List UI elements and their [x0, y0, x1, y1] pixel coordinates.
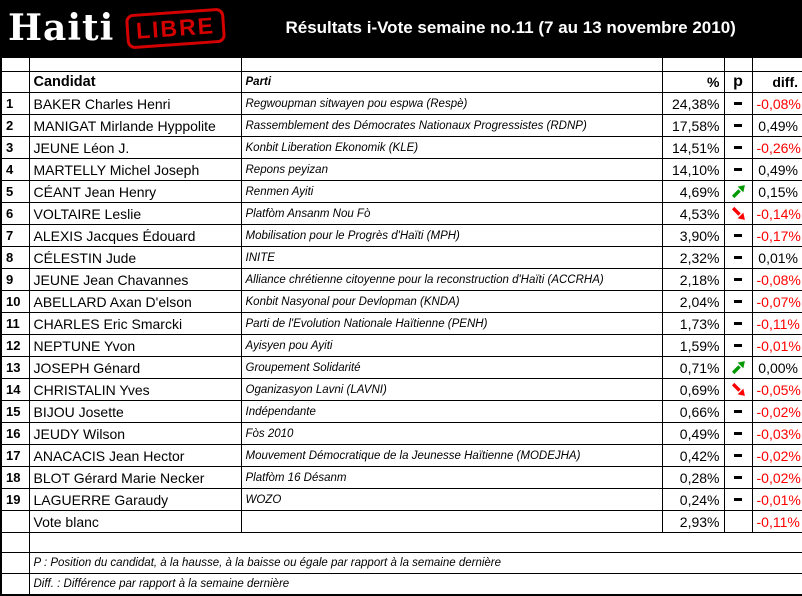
trend-equal-icon	[734, 124, 742, 127]
percent-cell: 17,58%	[662, 115, 724, 137]
trend-cell	[724, 489, 752, 511]
page-title: Résultats i-Vote semaine no.11 (7 au 13 novembre 2010)	[285, 18, 736, 37]
trend-cell	[724, 379, 752, 401]
header-candidat: Candidat	[29, 72, 241, 93]
percent-cell: 0,42%	[662, 445, 724, 467]
candidate-cell: BLOT Gérard Marie Necker	[29, 467, 241, 489]
table-row	[1, 379, 802, 401]
percent-cell: 0,24%	[662, 489, 724, 511]
percent-cell: 1,59%	[662, 335, 724, 357]
trend-cell	[724, 467, 752, 489]
trend-cell	[724, 445, 752, 467]
candidate-cell: ALEXIS Jacques Édouard	[29, 225, 241, 247]
percent-cell: 14,51%	[662, 137, 724, 159]
trend-cell	[724, 401, 752, 423]
trend-cell	[724, 511, 752, 533]
diff-cell: 0,15%	[752, 181, 802, 203]
table-row	[1, 313, 802, 335]
trend-equal-icon	[734, 300, 742, 303]
results-table	[0, 56, 802, 596]
trend-equal-icon	[734, 146, 742, 149]
header-bar	[0, 0, 802, 56]
candidate-cell: Vote blanc	[29, 511, 241, 533]
trend-down-icon	[731, 382, 746, 397]
trend-equal-icon	[734, 432, 742, 435]
spacer-cell	[1, 533, 29, 553]
percent-cell: 14,10%	[662, 159, 724, 181]
party-cell: WOZO	[241, 489, 662, 511]
trend-cell	[724, 335, 752, 357]
trend-equal-icon	[734, 498, 742, 501]
trend-up-icon	[731, 184, 746, 199]
party-cell: Repons peyizan	[241, 159, 662, 181]
logo-libre-stamp: LIBRE	[125, 7, 226, 49]
candidate-cell: CÉANT Jean Henry	[29, 181, 241, 203]
party-cell: Ayisyen pou Ayiti	[241, 335, 662, 357]
party-cell: Konbit Nasyonal pour Devlopman (KNDA)	[241, 291, 662, 313]
diff-cell: -0,05%	[752, 379, 802, 401]
trend-cell	[724, 115, 752, 137]
spacer-cell	[241, 57, 662, 72]
table-row	[1, 467, 802, 489]
trend-cell	[724, 181, 752, 203]
spacer-row-bottom	[1, 533, 802, 553]
party-cell: Oganizasyon Lavni (LAVNI)	[241, 379, 662, 401]
party-cell: Rassemblement des Démocrates Nationaux Progressistes (RDNP)	[241, 115, 662, 137]
rank-cell: 4	[1, 159, 29, 181]
party-cell: Platfòm Ansanm Nou Fò	[241, 203, 662, 225]
rank-cell: 16	[1, 423, 29, 445]
trend-equal-icon	[734, 454, 742, 457]
candidate-cell: CÉLESTIN Jude	[29, 247, 241, 269]
trend-down-icon	[731, 206, 746, 221]
diff-cell: -0,08%	[752, 269, 802, 291]
trend-cell	[724, 269, 752, 291]
candidate-cell: LAGUERRE Garaudy	[29, 489, 241, 511]
rank-cell: 12	[1, 335, 29, 357]
trend-equal-icon	[734, 410, 742, 413]
party-cell: Konbit Liberation Ekonomik (KLE)	[241, 137, 662, 159]
diff-cell: -0,11%	[752, 313, 802, 335]
trend-cell	[724, 291, 752, 313]
rank-cell: 7	[1, 225, 29, 247]
footnote-row	[1, 553, 802, 574]
footnote-spacer	[1, 574, 29, 596]
table-row	[1, 115, 802, 137]
logo-haiti-text: Haiti	[8, 7, 115, 49]
party-cell: Fòs 2010	[241, 423, 662, 445]
table-row	[1, 203, 802, 225]
percent-cell: 2,93%	[662, 511, 724, 533]
header-parti: Parti	[241, 72, 662, 93]
party-cell: Alliance chrétienne citoyenne pour la reconstruction d'Haïti (ACCRHA)	[241, 269, 662, 291]
diff-cell: -0,11%	[752, 511, 802, 533]
results-body	[1, 93, 802, 533]
table-row	[1, 401, 802, 423]
rank-cell	[1, 511, 29, 533]
table-row	[1, 357, 802, 379]
candidate-cell: ABELLARD Axan D'elson	[29, 291, 241, 313]
percent-cell: 0,49%	[662, 423, 724, 445]
rank-cell: 3	[1, 137, 29, 159]
diff-cell: -0,03%	[752, 423, 802, 445]
candidate-cell: JOSEPH Génard	[29, 357, 241, 379]
footnote-spacer	[1, 553, 29, 574]
trend-cell	[724, 423, 752, 445]
rank-cell: 13	[1, 357, 29, 379]
diff-cell: -0,14%	[752, 203, 802, 225]
trend-cell	[724, 203, 752, 225]
trend-cell	[724, 159, 752, 181]
header-diff: diff.	[752, 72, 802, 93]
percent-cell: 24,38%	[662, 93, 724, 115]
trend-equal-icon	[734, 344, 742, 347]
candidate-cell: JEUNE Jean Chavannes	[29, 269, 241, 291]
diff-cell: 0,00%	[752, 357, 802, 379]
table-row	[1, 181, 802, 203]
table-row	[1, 269, 802, 291]
diff-cell: -0,01%	[752, 335, 802, 357]
rank-cell: 9	[1, 269, 29, 291]
table-row	[1, 423, 802, 445]
diff-cell: -0,01%	[752, 489, 802, 511]
percent-cell: 0,71%	[662, 357, 724, 379]
trend-equal-icon	[734, 168, 742, 171]
table-row	[1, 335, 802, 357]
percent-cell: 0,28%	[662, 467, 724, 489]
candidate-cell: MANIGAT Mirlande Hyppolite	[29, 115, 241, 137]
spacer-cell	[29, 533, 802, 553]
diff-cell: -0,07%	[752, 291, 802, 313]
rank-cell: 5	[1, 181, 29, 203]
table-row	[1, 247, 802, 269]
rank-cell: 1	[1, 93, 29, 115]
candidate-cell: ANACACIS Jean Hector	[29, 445, 241, 467]
footnote-diff: Diff. : Différence par rapport à la semaine dernière	[29, 574, 802, 596]
party-cell: Parti de l'Evolution Nationale Haïtienne (PENH)	[241, 313, 662, 335]
diff-cell: 0,49%	[752, 159, 802, 181]
rank-cell: 14	[1, 379, 29, 401]
trend-cell	[724, 93, 752, 115]
candidate-cell: MARTELLY Michel Joseph	[29, 159, 241, 181]
candidate-cell: BAKER Charles Henri	[29, 93, 241, 115]
diff-cell: -0,02%	[752, 467, 802, 489]
diff-cell: -0,02%	[752, 445, 802, 467]
percent-cell: 4,53%	[662, 203, 724, 225]
spacer-cell	[752, 57, 802, 72]
footnote-position: P : Position du candidat, à la hausse, à la baisse ou égale par rapport à la semaine dernière	[29, 553, 802, 574]
candidate-cell: JEUDY Wilson	[29, 423, 241, 445]
party-cell: INITE	[241, 247, 662, 269]
table-header-row	[1, 72, 802, 93]
rank-cell: 8	[1, 247, 29, 269]
haitilibre-logo	[8, 7, 225, 49]
rank-cell: 11	[1, 313, 29, 335]
diff-cell: -0,17%	[752, 225, 802, 247]
rank-cell: 2	[1, 115, 29, 137]
percent-cell: 0,69%	[662, 379, 724, 401]
trend-equal-icon	[734, 256, 742, 259]
trend-equal-icon	[734, 322, 742, 325]
table-row	[1, 159, 802, 181]
trend-up-icon	[731, 360, 746, 375]
percent-cell: 4,69%	[662, 181, 724, 203]
percent-cell: 2,32%	[662, 247, 724, 269]
table-row	[1, 137, 802, 159]
diff-cell: -0,02%	[752, 401, 802, 423]
table-row	[1, 489, 802, 511]
party-cell: Mouvement Démocratique de la Jeunesse Haïtienne (MODEJHA)	[241, 445, 662, 467]
party-cell: Mobilisation pour le Progrès d'Haïti (MPH)	[241, 225, 662, 247]
rank-cell: 10	[1, 291, 29, 313]
candidate-cell: CHARLES Eric Smarcki	[29, 313, 241, 335]
party-cell: Indépendante	[241, 401, 662, 423]
trend-cell	[724, 137, 752, 159]
table-row	[1, 445, 802, 467]
trend-cell	[724, 313, 752, 335]
spacer-cell	[724, 57, 752, 72]
header-rank	[1, 72, 29, 93]
party-cell: Platfòm 16 Désanm	[241, 467, 662, 489]
party-cell: Groupement Solidarité	[241, 357, 662, 379]
trend-cell	[724, 247, 752, 269]
spacer-row-top	[1, 57, 802, 72]
spacer-cell	[29, 57, 241, 72]
trend-equal-icon	[734, 234, 742, 237]
party-cell	[241, 511, 662, 533]
rank-cell: 18	[1, 467, 29, 489]
percent-cell: 2,18%	[662, 269, 724, 291]
candidate-cell: NEPTUNE Yvon	[29, 335, 241, 357]
percent-cell: 3,90%	[662, 225, 724, 247]
rank-cell: 19	[1, 489, 29, 511]
table-row	[1, 93, 802, 115]
trend-cell	[724, 357, 752, 379]
diff-cell: -0,26%	[752, 137, 802, 159]
diff-cell: 0,49%	[752, 115, 802, 137]
trend-equal-icon	[734, 102, 742, 105]
candidate-cell: JEUNE Léon J.	[29, 137, 241, 159]
percent-cell: 0,66%	[662, 401, 724, 423]
diff-cell: 0,01%	[752, 247, 802, 269]
table-row	[1, 511, 802, 533]
header-position: p	[724, 72, 752, 93]
footnote-row	[1, 574, 802, 596]
percent-cell: 2,04%	[662, 291, 724, 313]
candidate-cell: BIJOU Josette	[29, 401, 241, 423]
spacer-cell	[662, 57, 724, 72]
spacer-cell	[1, 57, 29, 72]
percent-cell: 1,73%	[662, 313, 724, 335]
rank-cell: 15	[1, 401, 29, 423]
party-cell: Regwoupman sitwayen pou espwa (Respè)	[241, 93, 662, 115]
candidate-cell: CHRISTALIN Yves	[29, 379, 241, 401]
table-row	[1, 225, 802, 247]
trend-equal-icon	[734, 476, 742, 479]
header-percent: %	[662, 72, 724, 93]
candidate-cell: VOLTAIRE Leslie	[29, 203, 241, 225]
rank-cell: 17	[1, 445, 29, 467]
trend-cell	[724, 225, 752, 247]
rank-cell: 6	[1, 203, 29, 225]
trend-equal-icon	[734, 278, 742, 281]
table-row	[1, 291, 802, 313]
diff-cell: -0,08%	[752, 93, 802, 115]
party-cell: Renmen Ayiti	[241, 181, 662, 203]
